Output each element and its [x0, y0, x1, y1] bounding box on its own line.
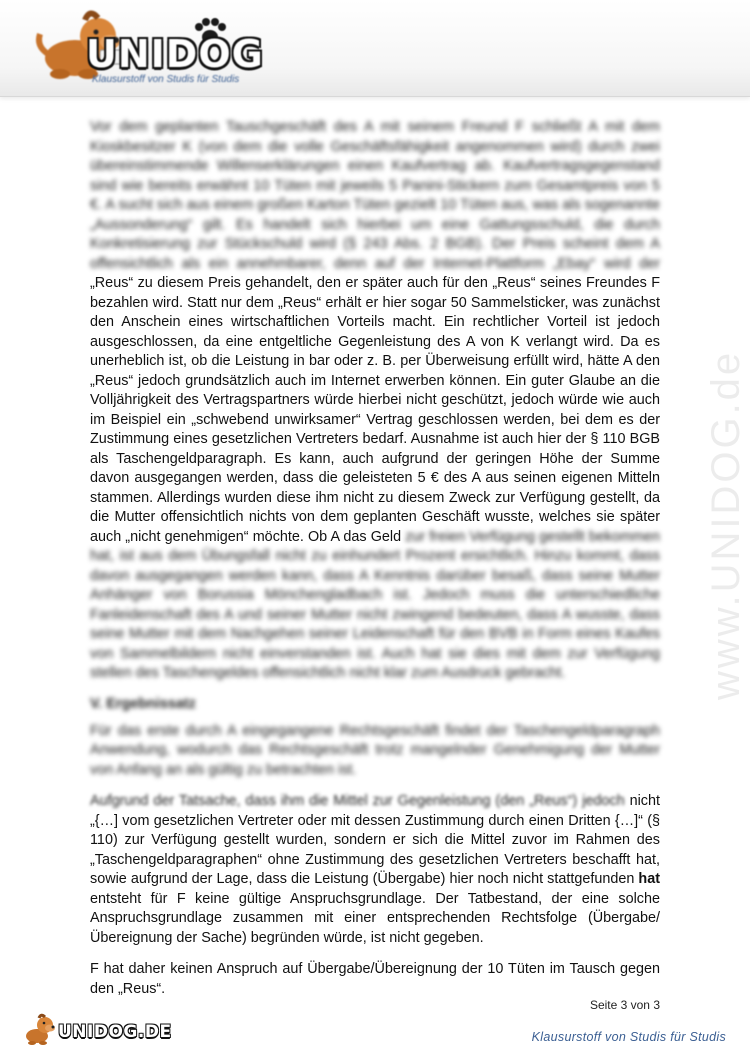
dog-mascot-icon: [22, 1012, 56, 1046]
section-heading: V. Ergebnissatz: [90, 695, 196, 712]
paragraph-text: nicht „{…] vom gesetzlichen Vertreter oder mit dessen Zustimmung durch einen Dritten {…]“ (§ 110) zur Verfügung gestellt wurden, sondern er sich die Mittel zuvor im Rahmen des „Taschengeldparagraphen“ ohne Zustimmung des gesetzlichen Vertreters beschafft hat, sowie aufgrund der Lage, dass die Leistung (Übergabe) hier noch nicht stattgefunden: [90, 793, 661, 887]
paragraph-final: F hat daher keinen Anspruch auf Übergabe/Übereignung der 10 Tüten im Tausch gegen den „Reus“.: [90, 961, 660, 997]
paragraph-text: entsteht für F keine gültige Anspruchsgrundlage. Der Tatbestand, der eine solche Anspruchsgrundlage zusammen mit einer entsprechenden Rechtsfolge (Übergabe/Übereignung der Sache) begründen würde, ist nicht gegeben.: [90, 890, 660, 946]
page-number: Seite 3 von 3: [589, 998, 660, 1012]
blurred-text: zur freien Verfügung gestellt bekommen hat, ist aus dem Übungsfall nicht zu einhundert Prozent ersichtlich. Hinzu kommt, dass davon ausgegangen werden kann, dass A Kenntnis darüber besaß, dass seine Mutter Anhänger von Borussia Mönchengladbach ist. Jedoch muss die unterschiedliche Fanleidenschaft des A und seiner Mutter nicht zwingend bedeuten, dass A wusste, dass seine Mutter mit dem Nachgehen seiner Leidenschaft für den BVB in Form eines Kaufes von Sammelbildern nicht einverstanden ist. Auch hat sie dies mit dem zur Verfügung stellen des Taschengeldes offensichtlich nicht klar zum Ausdruck gebracht.: [90, 528, 660, 681]
footer-wordmark: UNIDOG.DE: [58, 1022, 172, 1042]
footer-tagline: Klausurstoff von Studis für Studis: [531, 1030, 726, 1044]
paragraph-text: „Reus“ zu diesem Preis gehandelt, den er später auch für den „Reus“ seines Freundes F bezahlen wird. Statt nur dem „Reus“ erhält er hier sogar 50 Sammelsticker, was zunächst den Anschein eines wirtschaftlichen Vorteils macht. Ein rechtlicher Vorteil ist jedoch ausgeschlossen, da eine entgeltliche Gegenleistung des A von K verlangt wird. Da es unerheblich ist, ob die Leistung in bar oder z. B. per Überweisung erfüllt wird, hätte A den „Reus“ jedoch grundsätzlich auch im Internet erwerben können. Ein guter Glaube an die Volljährigkeit des Vertragspartners würde hierbei nicht geschützt, jedoch würde wie auch im Beispiel ein „schwebend unwirksamer“ Vertrag geschlossen werden, bei dem es der Zustimmung eines gesetzlichen Vertreters bedarf. Ausnahme ist auch hier der § 110 BGB als Taschengeldparagraph. Es kann, auch aufgrund der geringen Höhe der Summe davon ausgegangen werden, dass die geleisteten 5 € des A aus seinen eigenen Mitteln stammen. Allerdings wurden diese ihm nicht zu diesem Zweck zur Verfügung gestellt, da die Mutter offensichtlich nichts von dem geplanten Geschäft wusste, welches sie später auch „nicht genehmigen“ möchte. Ob A das Geld: [90, 275, 660, 545]
logo-tagline: Klausurstoff von Studis für Studis: [92, 74, 240, 85]
blurred-text: Vor dem geplanten Tauschgeschäft des A mit seinem Freund F schließt A mit dem Kioskbesitzer K (von dem die volle Geschäftsfähigkeit angenommen wird) durch zwei übereinstimmende Willenserklärungen einen Kaufvertrag ab. Kaufvertragsgegenstand sind wie bereits erwähnt 10 Tüten mit jeweils 5 Panini-Stickern zum Gesamtpreis von 5 €. A sucht sich aus einem großen Karton Tüten gezielt 10 Tüten aus, was als sogenannte „Aussonderung“ gilt. Es handelt sich hierbei um eine Gattungsschuld, die durch Konkretisierung zur Stückschuld wird (§ 243 Abs. 2 BGB). Der Preis scheint dem A offensichtlich als ein annehmbarer, denn auf der Internet-Plattform „Ebay“ wird der: [90, 119, 660, 272]
page-header: [0, 0, 750, 97]
logo-wordmark: UNIDOG: [86, 32, 264, 76]
paragraph-conclusion: [90, 792, 660, 948]
partially-blurred-text: Aufgrund der Tatsache, dass ihm die Mittel zur Gegenleistung (den „Reus“) jedoch: [90, 793, 625, 809]
document-body: [90, 118, 660, 1011]
watermark: www.UNIDOG.de: [704, 349, 748, 700]
paragraph-result: Für das erste durch A eingegangene Rechtsgeschäft findet der Taschengeldparagraph Anwendung, wodurch das Rechtsgeschäft trotz mangelnder Genehmigung der Mutter von Anfang an als gültig zu betrachten ist.: [90, 722, 660, 778]
footer-logo: [22, 1012, 172, 1048]
paragraph-analysis: [90, 118, 660, 684]
bold-word: hat: [638, 871, 660, 887]
